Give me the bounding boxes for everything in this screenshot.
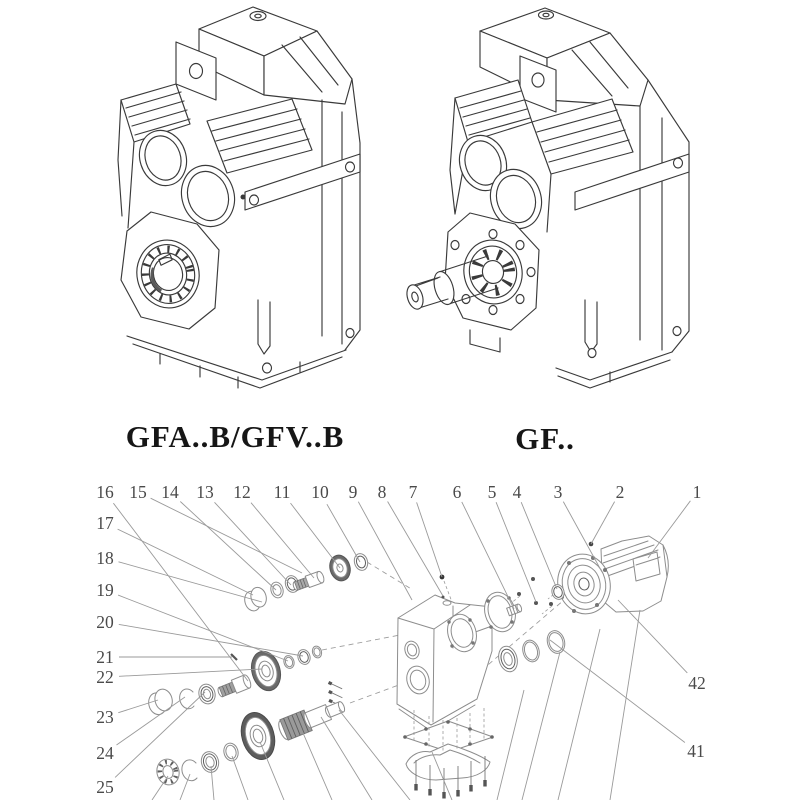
- leader-line-20: [119, 624, 303, 656]
- callout-8: 8: [377, 482, 387, 502]
- part-housing: [397, 595, 492, 731]
- part-gear-mid: [247, 648, 285, 694]
- part-ball-cage: [154, 757, 182, 788]
- leader-line-6: [462, 502, 514, 609]
- leader-line-42: [618, 600, 687, 673]
- callout-9: 9: [348, 482, 358, 502]
- part-oil-pan: [406, 744, 490, 780]
- part-output-shaft: [276, 696, 348, 742]
- callout-12: 12: [233, 482, 251, 502]
- leader-line-1: [648, 501, 690, 558]
- part-group-upper-shaft: [242, 552, 370, 613]
- part-snap-ring-bottom: [182, 760, 197, 781]
- callout-1: 1: [692, 482, 702, 502]
- part-motor: [552, 536, 669, 619]
- oil-plug-icon: [539, 11, 554, 19]
- bottom-cutoff-leader-lines: [152, 610, 640, 800]
- leader-line-7: [417, 502, 442, 577]
- callout-42: 42: [688, 673, 706, 693]
- leader-line-8: [388, 502, 443, 597]
- left-gearbox-output-bearing: [121, 212, 219, 329]
- part-worm-shaft: [292, 570, 326, 592]
- callout-11: 11: [273, 482, 291, 502]
- callout-18: 18: [96, 548, 114, 568]
- callout-2: 2: [615, 482, 625, 502]
- right-gearbox-feet: [470, 330, 672, 388]
- callout-23: 23: [96, 707, 114, 727]
- left-gearbox-feet: [127, 336, 346, 388]
- model-label-right: GF..: [515, 421, 575, 456]
- callout-6: 6: [452, 482, 462, 502]
- gearbox-left-drawing: [118, 7, 360, 388]
- leader-line-10: [327, 504, 360, 562]
- callout-13: 13: [196, 482, 214, 502]
- callout-4: 4: [512, 482, 522, 502]
- callout-17: 17: [96, 513, 114, 533]
- part-group-output-shaft: [154, 696, 348, 788]
- callout-3: 3: [553, 482, 563, 502]
- callout-5: 5: [487, 482, 497, 502]
- leader-line-15: [151, 498, 302, 573]
- right-gearbox-output-flange: [445, 213, 539, 330]
- leader-line-22: [119, 669, 262, 676]
- leader-line-12: [251, 503, 314, 578]
- leader-line-18: [119, 562, 263, 602]
- leader-line-9: [358, 502, 412, 600]
- callout-14: 14: [161, 482, 179, 502]
- callout-24: 24: [96, 743, 114, 763]
- callout-10: 10: [311, 482, 329, 502]
- callout-21: 21: [96, 647, 114, 667]
- callout-22: 22: [96, 667, 114, 687]
- callout-20: 20: [96, 612, 114, 632]
- callout-15: 15: [129, 482, 147, 502]
- callout-16: 16: [96, 482, 114, 502]
- callout-7: 7: [408, 482, 418, 502]
- leader-line-2: [591, 502, 615, 544]
- callout-25: 25: [96, 777, 114, 797]
- left-gearbox-top-cover: [199, 7, 352, 104]
- part-spline-shaft: [216, 674, 252, 700]
- callout-41: 41: [687, 741, 705, 761]
- oil-plug-icon: [250, 12, 266, 21]
- callout-19: 19: [96, 580, 114, 600]
- gearbox-right-drawing: [404, 8, 689, 388]
- leader-line-5: [496, 502, 536, 602]
- model-label-left: GFA..B/GFV..B: [125, 419, 345, 454]
- leader-line-4: [521, 502, 557, 589]
- leader-line-41: [550, 640, 685, 743]
- exploded-parts-diagram: [96, 482, 706, 800]
- part-gear-large: [236, 709, 280, 764]
